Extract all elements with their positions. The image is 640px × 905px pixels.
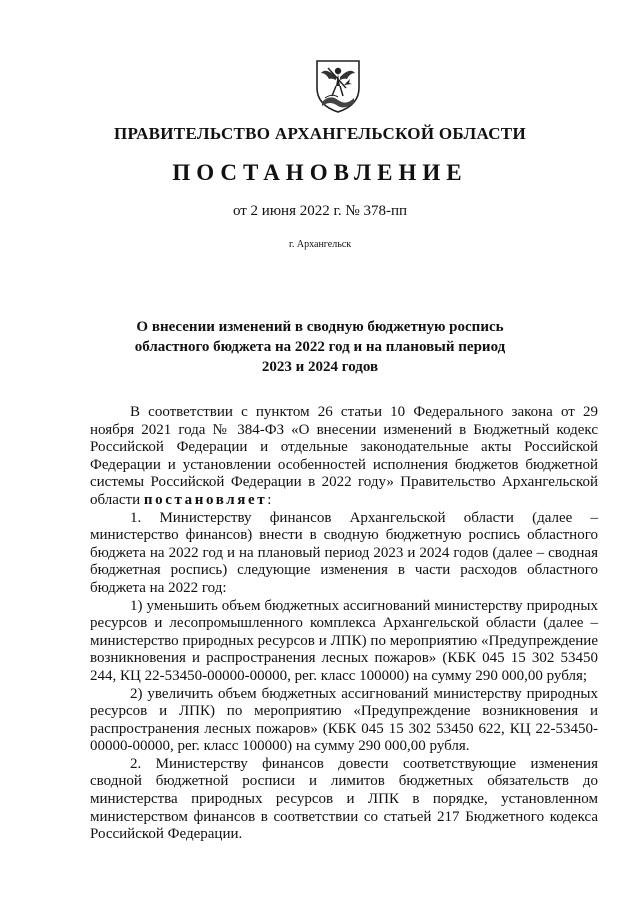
paragraph-1-1: 1) уменьшить объем бюджетных ассигнований министерству природных ресурсов и лесопромышленного комплекса Архангельской области (далее – министерство природных ресурсов и ЛПК) по мероприятию «Предупреждение возникновения и распространения лесных пожаров» (КБК 045 15 302 53450 244, КЦ 22-53450-00000-00000, рег. класс 100000) на сумму 290 000,00 рубля; [90,597,598,684]
organization-name: ПРАВИТЕЛЬСТВО АРХАНГЕЛЬСКОЙ ОБЛАСТИ [114,124,526,143]
title-line: 2023 и 2024 годов [261,359,379,375]
document-title [0,317,640,377]
document-type: ПОСТАНОВЛЕНИЕ [172,160,468,185]
date-and-number: от 2 июня 2022 г. № 378-пп [232,203,408,219]
title-line: областного бюджета на 2022 год и на плановый период [134,339,506,355]
intro-text: В соответствии с пунктом 26 статьи 10 Федерального закона от 29 ноября 2021 года № 384-ФЗ «О внесении изменений в Бюджетный кодекс Российской Федерации и отдельные законодательные акты Российской Федерации и установлении особенностей исполнения бюджетов бюджетной системы Российской Федерации в 2022 году» Правительство Архангельской области [90,404,598,508]
paragraph-1-2: 2) увеличить объем бюджетных ассигнований министерству природных ресурсов и ЛПК) по мероприятию «Предупреждение возникновения и распространения лесных пожаров» (КБК 045 15 302 53450 622, КЦ 22-53450-00000-00000, рег. класс 100000) на сумму 290 000,00 рубля. [90,685,598,755]
city-name: г. Архангельск [288,239,352,250]
intro-paragraph [90,404,598,510]
title-line: О внесении изменений в сводную бюджетную роспись [136,319,504,335]
resolves-word: постановляет [143,491,268,508]
paragraph-1: 1. Министерству финансов Архангельской области (далее – министерство финансов) внести в сводную бюджетную роспись областного бюджета на 2022 год и на плановый период 2023 и 2024 годов (далее – сводная бюджетная роспись) следующие изменения в части расходов областного бюджета на 2022 год: [90,509,598,596]
resolves-colon: : [267,491,272,508]
document-body [90,404,598,844]
paragraph-2: 2. Министерству финансов довести соответствующие изменения сводной бюджетной росписи и лимитов бюджетных обязательств до министерства природных ресурсов и ЛПК в порядке, установленном министерством финансов в соответствии со статьей 217 Бюджетного кодекса Российской Федерации. [90,755,598,843]
coat-of-arms-icon [314,58,362,114]
